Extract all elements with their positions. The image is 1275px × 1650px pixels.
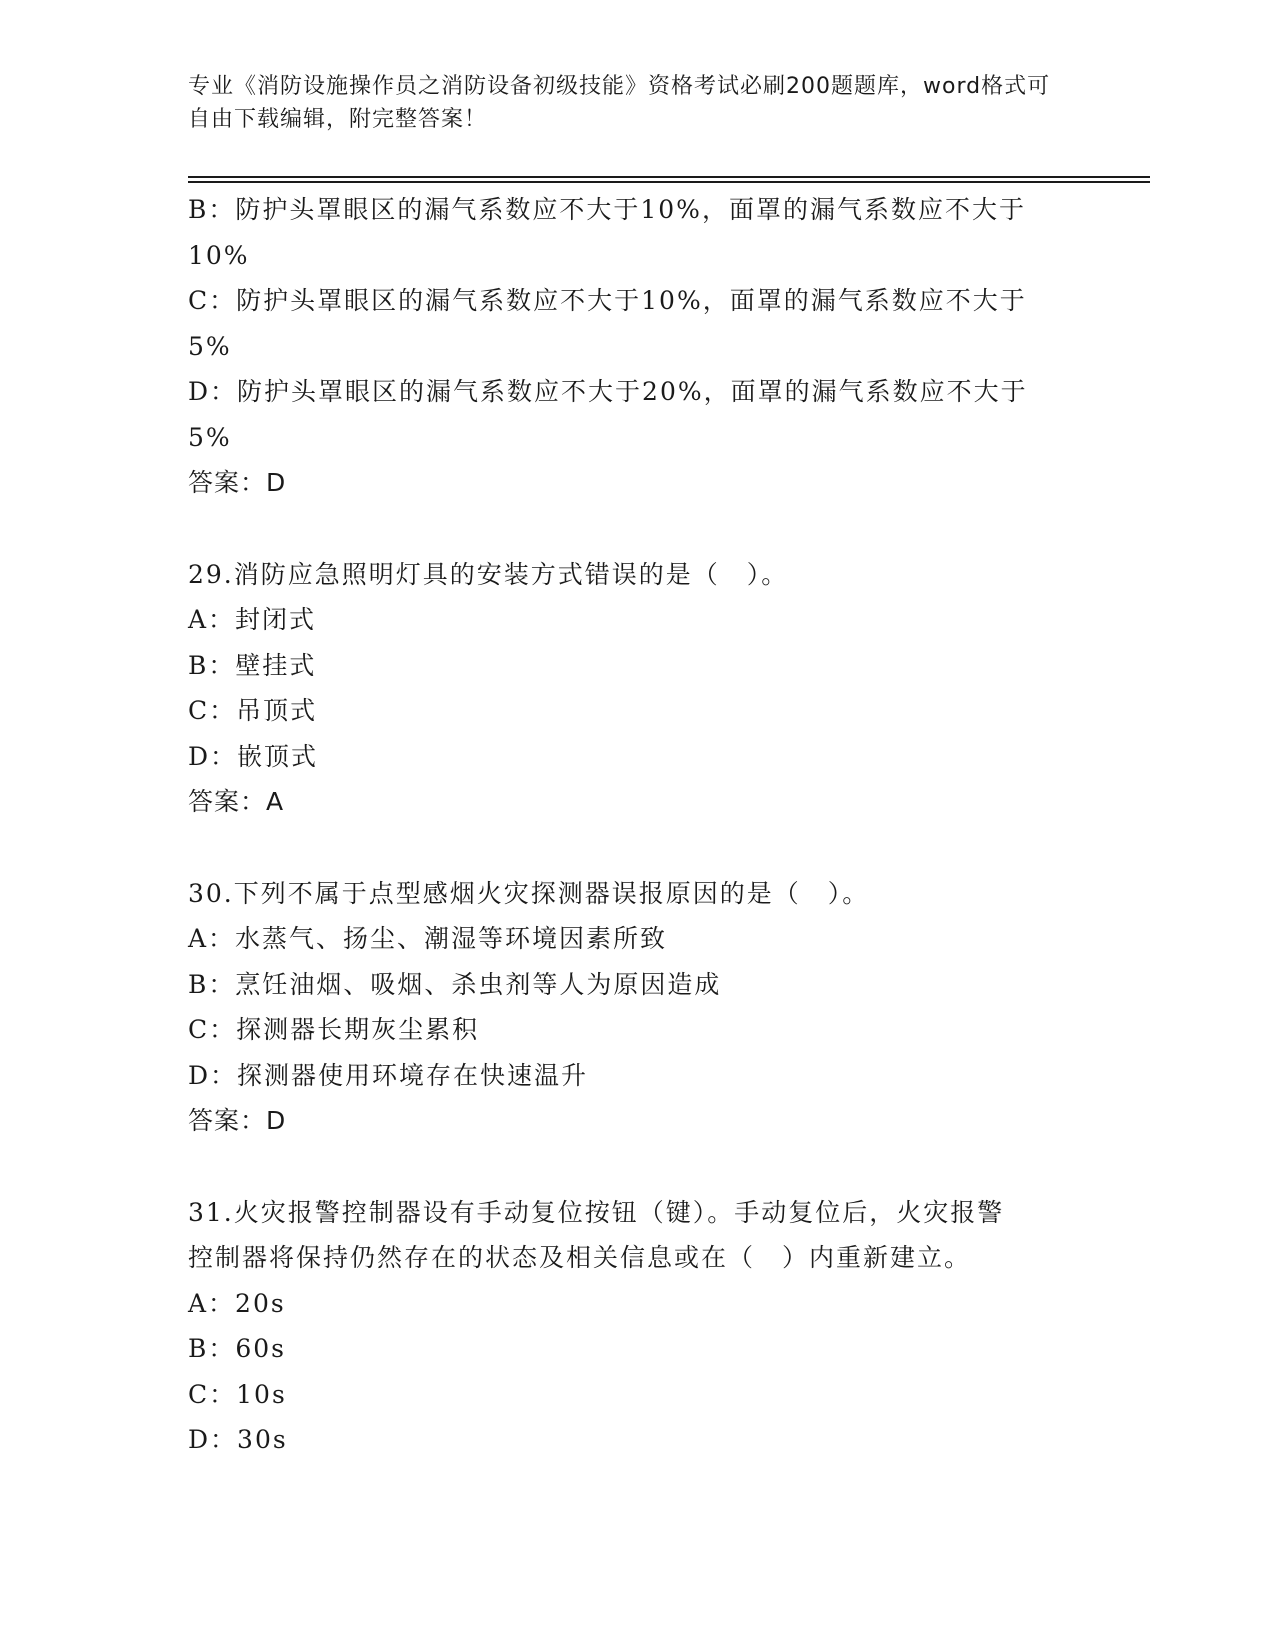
question-28 xyxy=(188,187,1088,506)
q29-option-c: C：吊顶式 xyxy=(188,696,318,725)
q30-option-b: B：烹饪油烟、吸烟、杀虫剂等人为原因造成 xyxy=(188,969,722,999)
document-header: 专业《消防设施操作员之消防设备初级技能》资格考试必刷200题题库，word格式可自由下载编辑，附完整答案！ xyxy=(188,74,1051,132)
q29-option-a: A：封闭式 xyxy=(188,605,317,634)
q31-option-c: C：10s xyxy=(188,1379,287,1409)
q29-stem: 29.消防应急照明灯具的安装方式错误的是（ ）。 xyxy=(188,559,789,589)
q31-option-d: D：30s xyxy=(188,1425,288,1454)
spacer xyxy=(188,506,1088,552)
q31-stem-line1: 31.火灾报警控制器设有手动复位按钮（键）。手动复位后，火灾报警 xyxy=(188,1197,1005,1227)
q28-option-b-line2: 10% xyxy=(188,240,250,270)
q30-stem: 30.下列不属于点型感烟火灾探测器误报原因的是（ ）。 xyxy=(188,878,870,908)
question-30 xyxy=(188,871,1088,1144)
q31-stem-line2: 控制器将保持仍然存在的状态及相关信息或在（ ）内重新建立。 xyxy=(188,1243,972,1272)
question-29 xyxy=(188,552,1088,825)
q30-option-c: C：探测器长期灰尘累积 xyxy=(188,1015,480,1044)
q30-option-a: A：水蒸气、扬尘、潮湿等环境因素所致 xyxy=(188,924,668,953)
q28-option-b-line1: B：防护头罩眼区的漏气系数应不大于10%，面罩的漏气系数应不大于 xyxy=(188,195,1026,224)
q28-answer: 答案：D xyxy=(188,468,287,497)
q28-option-c-line1: C：防护头罩眼区的漏气系数应不大于10%，面罩的漏气系数应不大于 xyxy=(188,286,1027,315)
question-list xyxy=(188,187,1088,1463)
q30-option-d: D：探测器使用环境存在快速温升 xyxy=(188,1060,589,1090)
q29-answer: 答案：A xyxy=(188,787,285,816)
q29-option-d: D：嵌顶式 xyxy=(188,741,319,771)
q28-option-d-line1: D：防护头罩眼区的漏气系数应不大于20%，面罩的漏气系数应不大于 xyxy=(188,377,1028,406)
q28-option-d-line2: 5% xyxy=(188,422,232,452)
header-rule-bottom xyxy=(188,181,1150,183)
q29-option-b: B：壁挂式 xyxy=(188,650,317,680)
header-rule-top xyxy=(188,176,1150,178)
q30-answer: 答案：D xyxy=(188,1106,287,1135)
spacer xyxy=(188,825,1088,871)
spacer xyxy=(188,1144,1088,1190)
q31-option-b: B：60s xyxy=(188,1334,287,1363)
question-31 xyxy=(188,1190,1088,1463)
q28-option-c-line2: 5% xyxy=(188,331,232,361)
q31-option-a: A：20s xyxy=(188,1288,286,1318)
